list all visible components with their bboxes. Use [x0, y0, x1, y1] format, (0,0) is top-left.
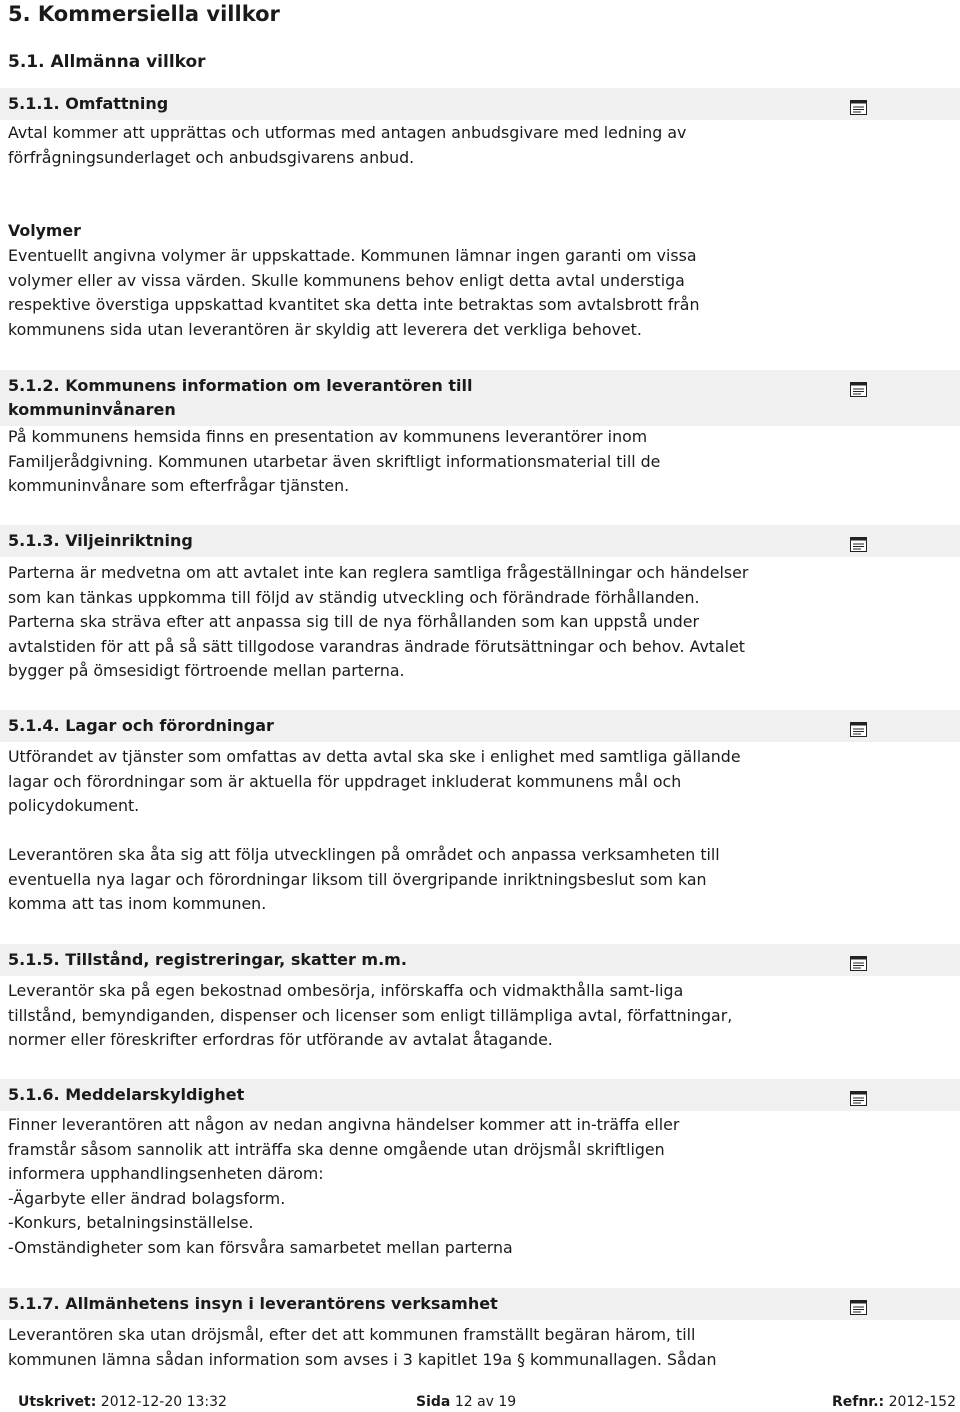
- section-body-tillstand: Leverantör ska på egen bekostnad ombesörja, införskaffa och vidmakthålla samt-liga tillstånd, bemyndiganden, dispenser och licenser som enligt tillämpliga avtal, författningar, normer eller föreskrifter erfordras för utförande av avtalat åtagande.: [8, 981, 733, 1050]
- footer-printed-value: 2012-12-20 13:32: [100, 1394, 227, 1410]
- section-heading-viljeinriktning: [0, 525, 960, 557]
- section-body-lagar-2: Leverantören ska åta sig att följa utvecklingen på området och anpassa verksamheten till eventuella nya lagar och förordningar liksom till övergripande inriktningsbeslut som kan komma att tas inom kommunen.: [8, 845, 720, 914]
- footer-page-label: Sida: [416, 1394, 451, 1410]
- footer-ref-label: Refnr.:: [831, 1394, 885, 1410]
- section-heading-meddelarskyldighet: [0, 1079, 960, 1111]
- footer-page: [416, 1392, 516, 1412]
- section-heading-text: 5.1.2. Kommunens information om leverantören till kommuninvånaren: [8, 376, 473, 419]
- section-heading-text: 5.1.1. Omfattning: [8, 94, 169, 113]
- section-heading-omfattning: [0, 88, 960, 120]
- footer-ref: [832, 1392, 956, 1412]
- section-title: 5.1. Allmänna villkor: [8, 52, 206, 72]
- page-title: 5. Kommersiella villkor: [8, 2, 280, 26]
- section-heading-text: 5.1.7. Allmänhetens insyn i leverantörens verksamhet: [8, 1294, 498, 1313]
- note-icon[interactable]: [850, 100, 867, 115]
- note-icon[interactable]: [850, 1091, 867, 1106]
- note-icon[interactable]: [850, 956, 867, 971]
- section-body-lagar: Utförandet av tjänster som omfattas av detta avtal ska ske i enlighet med samtliga gällande lagar och förordningar som är aktuella för uppdraget inkluderat kommunens mål och policydokument.: [8, 747, 741, 816]
- note-icon[interactable]: [850, 722, 867, 737]
- paragraph-volymer: Eventuellt angivna volymer är uppskattade. Kommunen lämnar ingen garanti om vissa volymer eller av vissa värden. Skulle kommunens behov enligt detta avtal understiga respektive överstiga uppskattad kvantitet ska detta inte betraktas som avtalsbrott från kommunens sida utan leverantören är skyldig att leverera det verkliga behovet.: [8, 246, 700, 339]
- section-heading-text: 5.1.6. Meddelarskyldighet: [8, 1085, 245, 1104]
- section-body-meddelarskyldighet: Finner leverantören att någon av nedan angivna händelser kommer att in-träffa eller framstår såsom sannolik att inträffa ska denne omgående utan dröjsmål skriftligen informera upphandlingsenheten därom: -Ägarbyte eller ändrad bolagsform. -Konkurs, betalningsinställelse. -Omständigheter som kan försvåra samarbetet mellan parterna: [8, 1115, 680, 1257]
- subheading-volymer: Volymer: [8, 221, 81, 240]
- footer-ref-value: 2012-152: [888, 1394, 956, 1410]
- note-icon[interactable]: [850, 537, 867, 552]
- section-heading-tillstand: [0, 944, 960, 976]
- section-body-viljeinriktning: Parterna är medvetna om att avtalet inte kan reglera samtliga frågeställningar och händelser som kan tänkas uppkomma till följd av ständig utveckling och förändrade förhållanden. Parterna ska sträva efter att anpassa sig till de nya förhållanden som kan uppstå under avtalstiden för att på så sätt tillgodose varandras ändrade förutsättningar och behov. Avtalet bygger på ömsesidigt förtroende mellan parterna.: [8, 563, 749, 681]
- section-heading-text: 5.1.4. Lagar och förordningar: [8, 716, 274, 735]
- section-heading-information: [0, 370, 960, 426]
- footer-page-value: 12 av 19: [454, 1394, 517, 1410]
- note-icon[interactable]: [850, 382, 867, 397]
- section-heading-lagar: [0, 710, 960, 742]
- section-body-information: På kommunens hemsida finns en presentation av kommunens leverantörer inom Familjerådgivning. Kommunen utarbetar även skriftligt informationsmaterial till de kommuninvånare som efterfrågar tjänsten.: [8, 427, 661, 496]
- footer-printed: [18, 1392, 227, 1412]
- section-heading-text: 5.1.5. Tillstånd, registreringar, skatter m.m.: [8, 950, 407, 969]
- section-heading-insyn: [0, 1288, 960, 1320]
- section-body-insyn: Leverantören ska utan dröjsmål, efter det att kommunen framställt begäran härom, till kommunen lämna sådan information som avses i 3 kapitlet 19a § kommunallagen. Sådan: [8, 1325, 717, 1369]
- section-body-omfattning: Avtal kommer att upprättas och utformas med antagen anbudsgivare med ledning av förfrågningsunderlaget och anbudsgivarens anbud.: [8, 123, 687, 167]
- footer-printed-label: Utskrivet:: [18, 1394, 97, 1410]
- section-heading-text: 5.1.3. Viljeinriktning: [8, 531, 193, 550]
- note-icon[interactable]: [850, 1300, 867, 1315]
- page-footer: [0, 1392, 960, 1412]
